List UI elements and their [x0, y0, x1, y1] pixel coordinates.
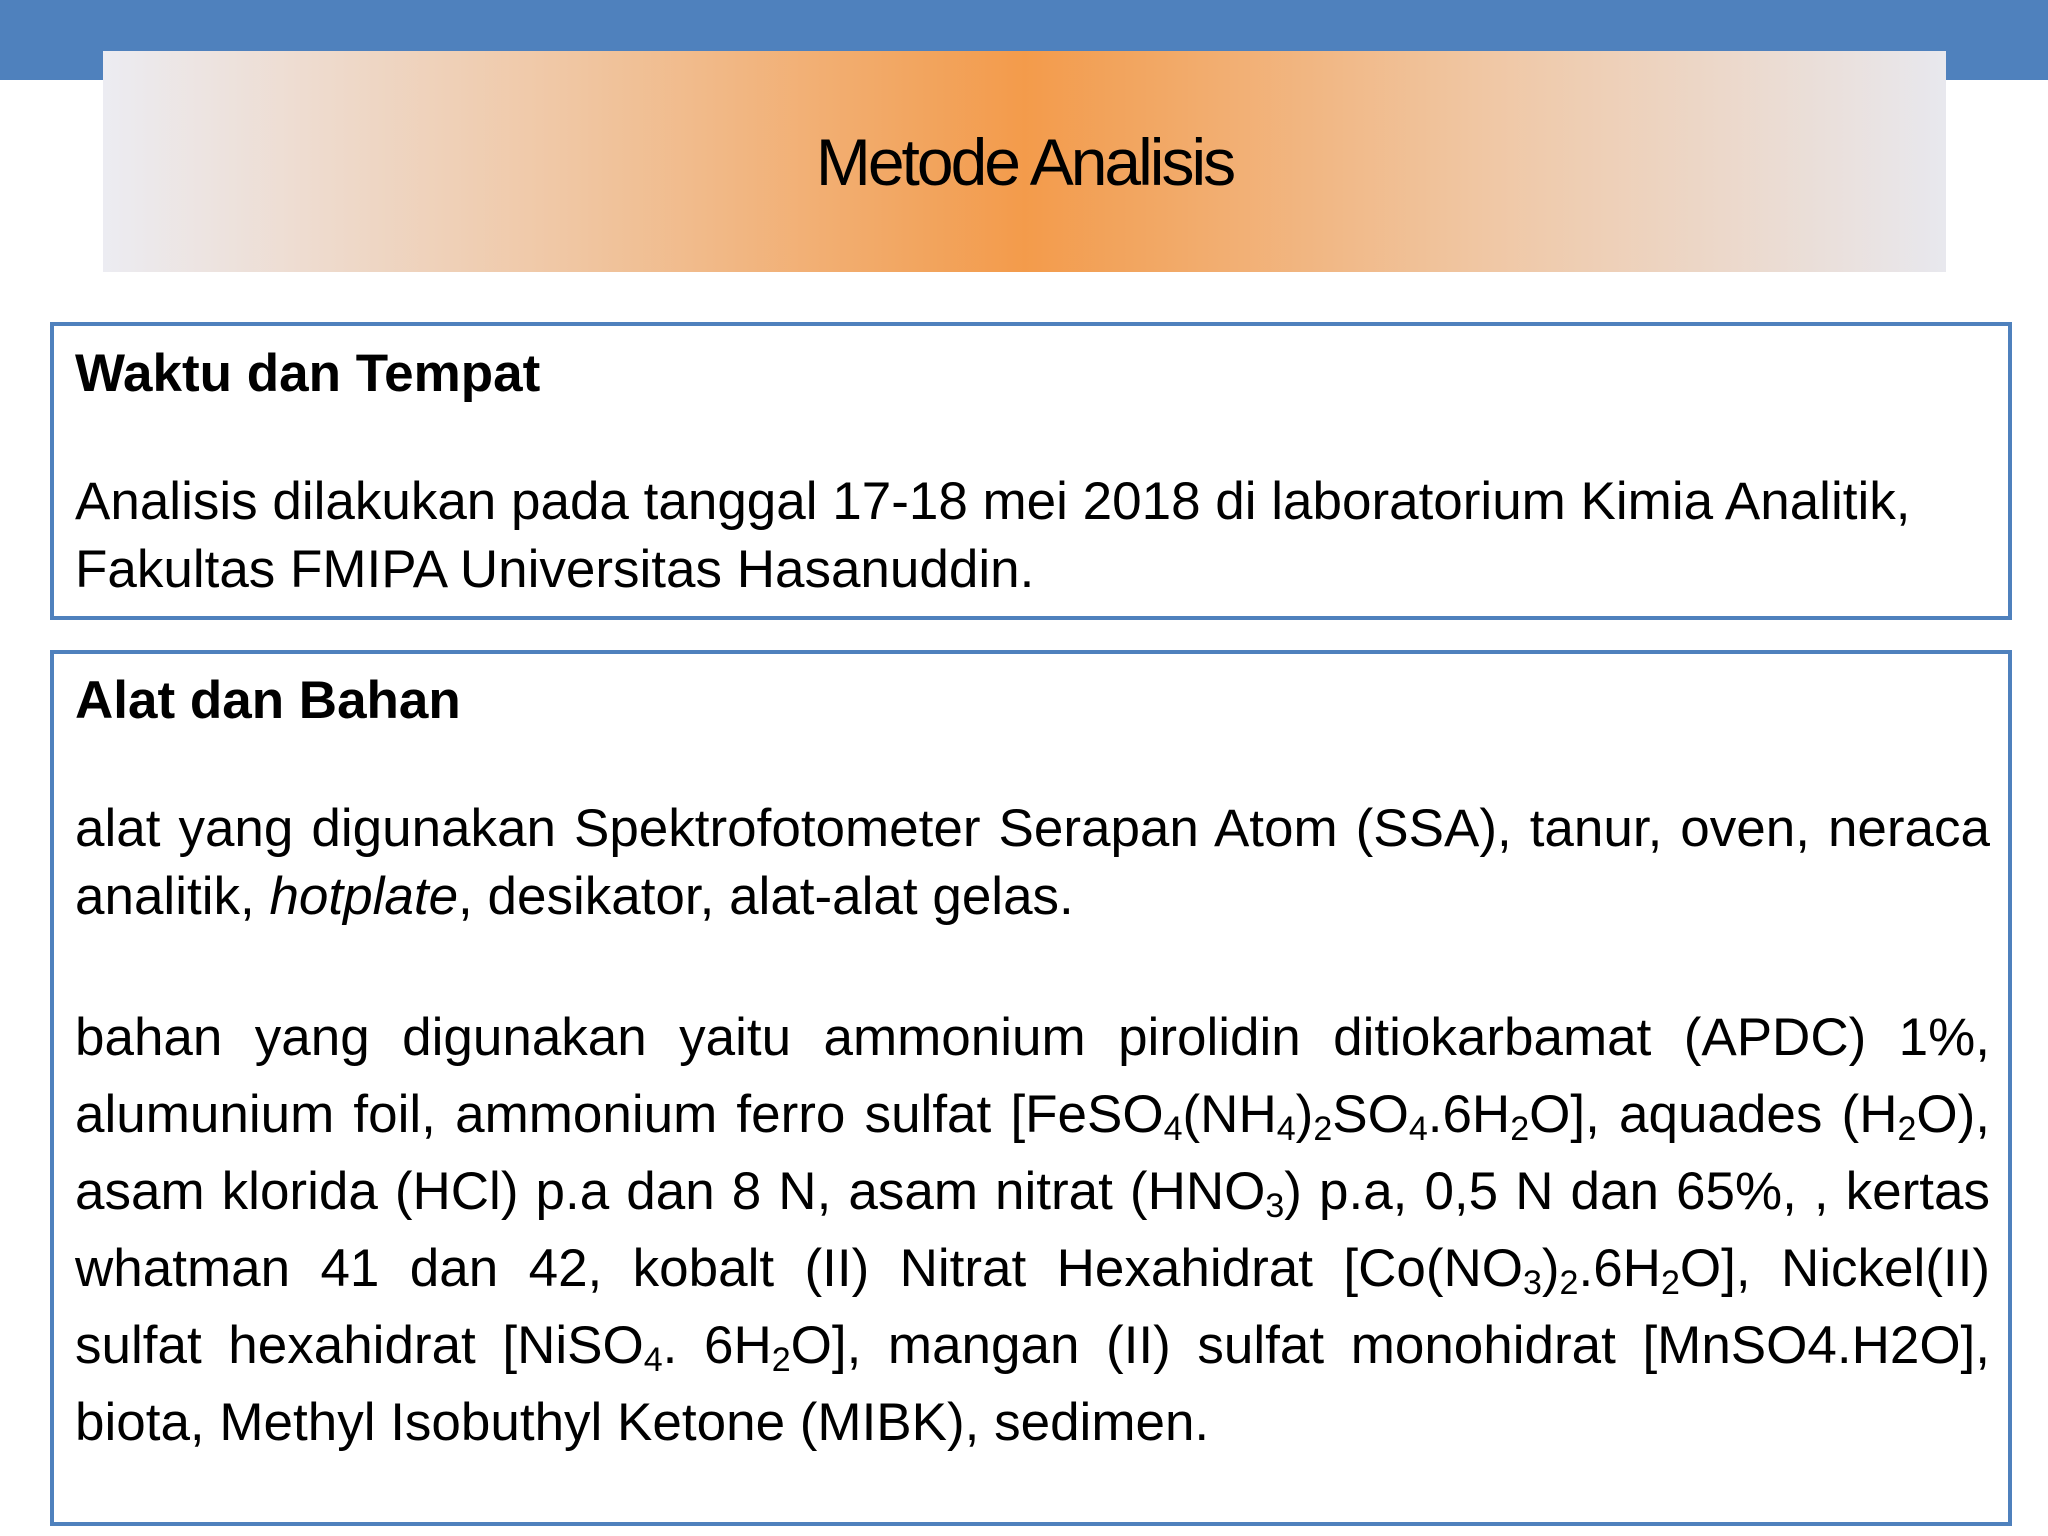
- waktu-tempat-heading: Waktu dan Tempat: [75, 344, 541, 403]
- bahan-text-5: .6H: [1427, 1085, 1511, 1144]
- waktu-tempat-body: Analisis dilakukan pada tanggal 17-18 mei 2018 di laboratorium Kimia Analitik, Fakultas FMIPA Universitas Hasanuddin.: [75, 472, 1911, 599]
- subscript-3: 3: [1522, 1264, 1542, 1302]
- subscript-2: 2: [1897, 1110, 1917, 1148]
- subscript-2: 2: [1510, 1110, 1530, 1148]
- bahan-text-7: O), asam klorida (HCl) p.a dan 8 N, asam nitrat (HNO: [75, 1085, 1991, 1221]
- bahan-text-13: O], mangan (II) sulfat monohidrat [MnSO4.H2O], biota, Methyl Isobuthyl Ketone (MIBK), sedimen.: [75, 1316, 1990, 1452]
- bahan-text-2: (NH: [1182, 1085, 1277, 1144]
- bahan-text-12: . 6H: [662, 1316, 772, 1375]
- bahan-text-8: ) p.a, 0,5 N dan 65%, , kertas whatman 41 dan 42, kobalt (II) Nitrat Hexahidrat [Co(NO: [75, 1162, 1991, 1298]
- subscript-4: 4: [1163, 1110, 1183, 1148]
- title-banner: [103, 51, 1946, 272]
- subscript-4: 4: [1408, 1110, 1428, 1148]
- alat-paragraph: [75, 795, 1990, 931]
- subscript-2: 2: [1660, 1264, 1680, 1302]
- bahan-paragraph: [75, 999, 1990, 1461]
- subscript-2: 2: [1313, 1110, 1333, 1148]
- alat-italic: hotplate: [269, 867, 459, 926]
- subscript-4: 4: [643, 1341, 663, 1379]
- bahan-text-11: O], Nickel(II) sulfat hexahidrat [NiSO: [75, 1239, 1990, 1375]
- subscript-4: 4: [1276, 1110, 1296, 1148]
- bahan-text-9: ): [1541, 1239, 1560, 1298]
- alat-bahan-box: [50, 650, 2012, 1526]
- alat-text-2: , desikator, alat-alat gelas.: [458, 867, 1074, 926]
- bahan-text-6: O], aquades (H: [1529, 1085, 1898, 1144]
- bahan-text-1: bahan yang digunakan yaitu ammonium pirolidin ditiokarbamat (APDC) 1%, alumunium foil, ammonium ferro sulfat [FeSO: [75, 1008, 1990, 1144]
- bahan-text-3: ): [1295, 1085, 1314, 1144]
- bahan-text-10: .6H: [1578, 1239, 1661, 1298]
- alat-bahan-heading: Alat dan Bahan: [75, 671, 461, 730]
- waktu-tempat-box: [50, 322, 2012, 620]
- subscript-2: 2: [1559, 1264, 1579, 1302]
- subscript-3: 3: [1265, 1187, 1285, 1225]
- bahan-text-4: SO: [1332, 1085, 1409, 1144]
- alat-text-1: alat yang digunakan Spektrofotometer Serapan Atom (SSA), tanur, oven, neraca analitik,: [75, 799, 1990, 926]
- subscript-2: 2: [771, 1341, 791, 1379]
- slide-title: Metode Analisis: [815, 124, 1234, 199]
